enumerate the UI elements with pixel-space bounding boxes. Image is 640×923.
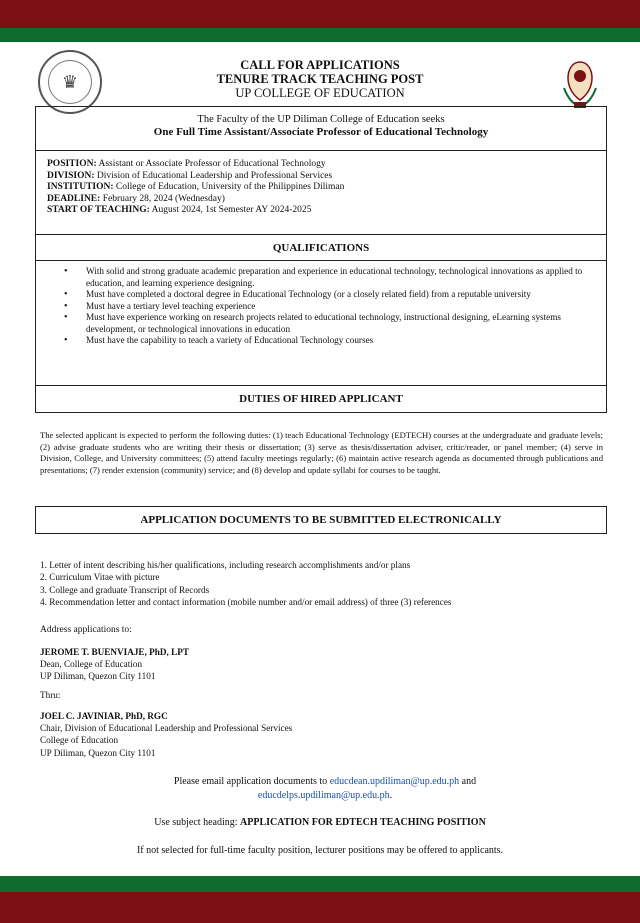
- list-item: • Must have completed a doctoral degree in Educational Technology (or a closely related field) from a reputable university: [64, 289, 592, 301]
- dean-title: Dean, College of Education: [40, 659, 143, 670]
- duties-text: The selected applicant is expected to perform the following duties: (1) teach Educational Technology (EDTECH) courses at the undergraduate and graduate levels; (2) advise graduate students who are writing their thesis or dissertation; (3) serve as thesis/dissertation adviser, critic/reader, or panel member; (4) serve in Division, College, and University committees; (5) attend faculty meetings regularly; (6) maintain active research agenda as documented through publications and presentations; (7) render extension (community) service; and (8) develop and update syllabi for courses to be taught.: [40, 430, 603, 476]
- list-item: • Must have the capability to teach a variety of Educational Technology courses: [64, 335, 592, 347]
- up-seal-logo: [38, 50, 102, 114]
- fact-start: START OF TEACHING: August 2024, 1st Semester AY 2024-2025: [47, 205, 312, 216]
- qualifications-list: [64, 266, 592, 347]
- list-item: 2. Curriculum Vitae with picture: [40, 572, 160, 583]
- list-item: 4. Recommendation letter and contact information (mobile number and/or email address) of three (3) references: [40, 597, 452, 608]
- documents-list: [40, 559, 600, 609]
- address-label: Address applications to:: [40, 625, 132, 635]
- fact-position: POSITION: Assistant or Associate Professor of Educational Technology: [47, 159, 326, 169]
- fact-institution: INSTITUTION: College of Education, University of the Philippines Diliman: [47, 182, 345, 193]
- list-item: • Must have experience working on research projects related to educational technology, instructional designing, eLearning systems development, or technological innovations in education: [64, 312, 592, 335]
- email-instructions: Please email application documents to educdean.updiliman@up.edu.ph and educdelps.updiliman@up.edu.ph.: [173, 776, 477, 801]
- duties-title: DUTIES OF HIRED APPLICANT: [239, 393, 403, 405]
- documents-title: APPLICATION DOCUMENTS TO BE SUBMITTED ELECTRONICALLY: [140, 514, 502, 526]
- document-header: [140, 58, 500, 100]
- chair-title: Chair, Division of Educational Leadership and Professional Services: [40, 723, 293, 734]
- header-title: CALL FOR APPLICATIONS: [240, 58, 400, 72]
- header-subtitle: TENURE TRACK TEACHING POST: [216, 72, 424, 86]
- fact-division: DIVISION: Division of Educational Leadership and Professional Services: [47, 170, 333, 181]
- intro-line: The Faculty of the UP Diliman College of Education seeks: [197, 114, 445, 125]
- duties-title-box: [35, 385, 607, 413]
- chair-name: JOEL C. JAVINIAR, PhD, RGC: [40, 711, 168, 721]
- documents-title-box: [35, 506, 607, 534]
- qualifications-box: [35, 234, 607, 386]
- position-facts: [47, 159, 344, 217]
- addressee-chair: [40, 710, 292, 759]
- box-divider: [36, 150, 606, 151]
- delps-email-link[interactable]: educdelps.updiliman@up.edu.ph: [257, 790, 390, 801]
- lecturer-note: If not selected for full-time faculty position, lecturer positions may be offered to applicants.: [136, 845, 504, 856]
- position-summary-box: [35, 106, 607, 235]
- thru-label: Thru:: [40, 690, 61, 700]
- list-item: 3. College and graduate Transcript of Records: [40, 584, 210, 595]
- box-divider: [36, 260, 606, 261]
- bottom-maroon-band: [0, 892, 640, 923]
- addressee-dean: [40, 646, 189, 683]
- seal-emblem-icon: ♛: [48, 60, 92, 104]
- top-green-band: [0, 28, 640, 42]
- header-college: UP COLLEGE OF EDUCATION: [235, 86, 405, 100]
- list-item: • With solid and strong graduate academic preparation and experience in educational technology, technological innovations as applied to education, and learning experience designing.: [64, 266, 592, 289]
- dean-address: UP Diliman, Quezon City 1101: [40, 671, 156, 682]
- fact-deadline: DEADLINE: February 28, 2024 (Wednesday): [47, 193, 225, 204]
- list-item: • Must have a tertiary level teaching experience: [64, 301, 592, 313]
- college-of-education-logo: [556, 58, 604, 112]
- chair-college: College of Education: [40, 735, 119, 746]
- position-headline: One Full Time Assistant/Associate Professor of Educational Technology: [153, 126, 489, 138]
- subject-heading: Use subject heading: APPLICATION FOR EDTECH TEACHING POSITION: [154, 817, 486, 828]
- top-maroon-band: [0, 0, 640, 28]
- qualifications-title: QUALIFICATIONS: [272, 242, 370, 254]
- subject-text: APPLICATION FOR EDTECH TEACHING POSITION: [240, 817, 486, 828]
- dean-name: JEROME T. BUENVIAJE, PhD, LPT: [40, 647, 189, 657]
- list-item: 1. Letter of intent describing his/her qualifications, including research accomplishments and/or plans: [40, 560, 411, 570]
- chair-address: UP Diliman, Quezon City 1101: [40, 747, 156, 758]
- dean-email-link[interactable]: educdean.updiliman@up.edu.ph: [329, 776, 460, 787]
- bottom-green-band: [0, 876, 640, 892]
